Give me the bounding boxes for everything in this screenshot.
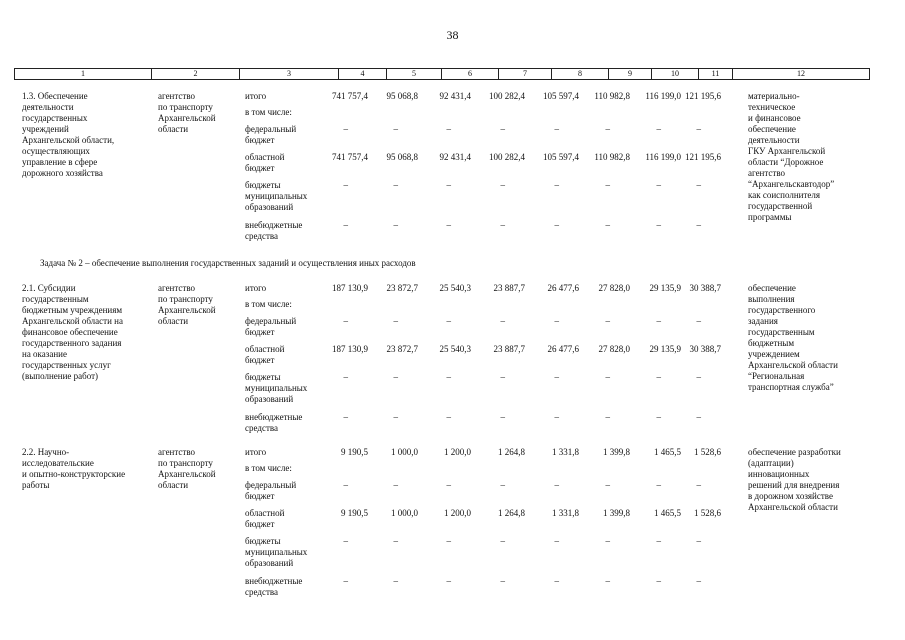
amount-value: 1 331,8 <box>552 508 579 518</box>
funding-source-line: средства <box>245 423 279 433</box>
funding-source-line: областной <box>245 508 285 518</box>
activity-name-line: на оказание <box>22 349 67 359</box>
empty-value: – <box>554 316 559 326</box>
empty-value: – <box>696 316 701 326</box>
amount-value: 110 982,8 <box>594 91 630 101</box>
empty-value: – <box>393 576 398 586</box>
result-line: деятельности <box>748 135 800 145</box>
amount-value: 1 200,0 <box>444 447 471 457</box>
page-number: 38 <box>446 28 459 42</box>
amount-value: 1 528,6 <box>694 447 721 457</box>
activity-name-line: 1.3. Обеспечение <box>22 91 88 101</box>
amount-value: 1 528,6 <box>694 508 721 518</box>
empty-value: – <box>446 576 451 586</box>
empty-value: – <box>656 316 661 326</box>
funding-source-line: муниципальных <box>245 191 308 201</box>
activity-name-line: (выполнение работ) <box>22 371 99 381</box>
result-line: транспортная служба” <box>748 382 834 392</box>
empty-value: – <box>656 180 661 190</box>
funding-source-line: бюджет <box>245 327 275 337</box>
empty-value: – <box>605 412 610 422</box>
empty-value: – <box>554 124 559 134</box>
activity-name-line: осуществляющих <box>22 146 90 156</box>
empty-value: – <box>696 124 701 134</box>
funding-source-line: муниципальных <box>245 547 308 557</box>
activity-name-line: дорожного хозяйства <box>22 168 103 178</box>
result-line: (адаптации) <box>748 458 794 468</box>
funding-source-line: бюджет <box>245 519 275 529</box>
funding-source-line: бюджет <box>245 355 275 365</box>
column-header-8: 8 <box>552 69 609 80</box>
column-header-7: 7 <box>499 69 552 80</box>
activity-name-line: управление в сфере <box>22 157 98 167</box>
empty-value: – <box>500 576 505 586</box>
amount-value: 95 068,8 <box>386 91 418 101</box>
result-line: Архангельской области <box>748 360 838 370</box>
amount-value: 1 264,8 <box>498 508 525 518</box>
empty-value: – <box>500 220 505 230</box>
activity-name-line: исследовательские <box>22 458 94 468</box>
amount-value: 23 872,7 <box>386 344 418 354</box>
funding-source-line: внебюджетные <box>245 576 303 586</box>
funding-source-line: средства <box>245 587 279 597</box>
empty-value: – <box>696 372 701 382</box>
agency-line: по транспорту <box>158 458 213 468</box>
empty-value: – <box>656 576 661 586</box>
empty-value: – <box>605 124 610 134</box>
empty-value: – <box>500 412 505 422</box>
column-header-9: 9 <box>609 69 652 80</box>
result-line: учреждением <box>748 349 800 359</box>
agency-line: Архангельской <box>158 469 216 479</box>
empty-value: – <box>343 124 348 134</box>
result-line: бюджетным <box>748 338 795 348</box>
amount-value: 110 982,8 <box>594 152 630 162</box>
empty-value: – <box>605 480 610 490</box>
empty-value: – <box>696 180 701 190</box>
column-header-2: 2 <box>152 69 240 80</box>
empty-value: – <box>554 220 559 230</box>
amount-value: 116 199,0 <box>645 91 681 101</box>
empty-value: – <box>554 180 559 190</box>
funding-source-line: бюджет <box>245 135 275 145</box>
result-line: государственного <box>748 305 816 315</box>
column-header-10: 10 <box>652 69 699 80</box>
amount-value: 1 399,8 <box>603 447 630 457</box>
funding-source-line: бюджет <box>245 491 275 501</box>
funding-source-line: средства <box>245 231 279 241</box>
empty-value: – <box>393 372 398 382</box>
agency-line: агентство <box>158 283 196 293</box>
activity-name-line: учреждений <box>22 124 69 134</box>
column-header-1: 1 <box>15 69 152 80</box>
activity-name-line: государственным <box>22 294 89 304</box>
amount-value: 105 597,4 <box>543 152 579 162</box>
amount-value: 741 757,4 <box>332 152 368 162</box>
empty-value: – <box>656 372 661 382</box>
empty-value: – <box>656 124 661 134</box>
result-line: программы <box>748 212 792 222</box>
result-line: ГКУ Архангельской <box>748 146 826 156</box>
result-line: как соисполнителя <box>748 190 821 200</box>
funding-source-line: итого <box>245 283 267 293</box>
activity-name-line: и опытно-конструкторские <box>22 469 126 479</box>
amount-value: 29 135,9 <box>649 283 681 293</box>
empty-value: – <box>554 412 559 422</box>
result-line: “Архангельскавтодор” <box>748 179 835 189</box>
agency-line: области <box>158 124 189 134</box>
column-header-3: 3 <box>240 69 339 80</box>
amount-value: 23 872,7 <box>386 283 418 293</box>
result-line: агентство <box>748 168 786 178</box>
activity-name-line: работы <box>22 480 50 490</box>
amount-value: 9 190,5 <box>341 508 368 518</box>
amount-value: 741 757,4 <box>332 91 368 101</box>
result-line: обеспечение разработки <box>748 447 841 457</box>
result-line: обеспечение <box>748 124 796 134</box>
empty-value: – <box>446 480 451 490</box>
empty-value: – <box>446 372 451 382</box>
amount-value: 1 264,8 <box>498 447 525 457</box>
amount-value: 92 431,4 <box>439 152 471 162</box>
empty-value: – <box>500 124 505 134</box>
result-line: обеспечение <box>748 283 796 293</box>
funding-source-line: муниципальных <box>245 383 308 393</box>
empty-value: – <box>393 124 398 134</box>
funding-source-line: в том числе: <box>245 299 292 309</box>
funding-source-line: образований <box>245 394 294 404</box>
amount-value: 1 000,0 <box>391 508 418 518</box>
column-header-row <box>14 68 870 80</box>
funding-source-line: итого <box>245 91 267 101</box>
amount-value: 121 195,6 <box>685 152 721 162</box>
column-header-5: 5 <box>387 69 442 80</box>
amount-value: 27 828,0 <box>598 344 630 354</box>
empty-value: – <box>393 180 398 190</box>
empty-value: – <box>343 180 348 190</box>
amount-value: 121 195,6 <box>685 91 721 101</box>
result-line: государственным <box>748 327 815 337</box>
empty-value: – <box>500 372 505 382</box>
empty-value: – <box>343 372 348 382</box>
funding-source-line: областной <box>245 152 285 162</box>
agency-line: области <box>158 480 189 490</box>
funding-source-line: образований <box>245 558 294 568</box>
funding-source-line: областной <box>245 344 285 354</box>
empty-value: – <box>554 480 559 490</box>
activity-name-line: финансовое обеспечение <box>22 327 118 337</box>
empty-value: – <box>696 220 701 230</box>
empty-value: – <box>605 316 610 326</box>
funding-source-line: внебюджетные <box>245 220 303 230</box>
amount-value: 23 887,7 <box>493 344 525 354</box>
empty-value: – <box>696 536 701 546</box>
funding-source-line: бюджеты <box>245 372 281 382</box>
funding-source-line: федеральный <box>245 124 297 134</box>
empty-value: – <box>343 576 348 586</box>
agency-line: области <box>158 316 189 326</box>
amount-value: 116 199,0 <box>645 152 681 162</box>
result-line: в дорожном хозяйстве <box>748 491 833 501</box>
funding-source-line: итого <box>245 447 267 457</box>
empty-value: – <box>393 316 398 326</box>
activity-name-line: 2.1. Субсидии <box>22 283 76 293</box>
funding-source-line: в том числе: <box>245 107 292 117</box>
empty-value: – <box>500 480 505 490</box>
amount-value: 187 130,9 <box>332 283 368 293</box>
activity-name-line: государственных услуг <box>22 360 111 370</box>
empty-value: – <box>446 124 451 134</box>
empty-value: – <box>393 220 398 230</box>
empty-value: – <box>656 220 661 230</box>
task-heading: Задача № 2 – обеспечение выполнения государственных заданий и осуществления иных расходов <box>40 258 416 268</box>
empty-value: – <box>500 180 505 190</box>
column-header-4: 4 <box>339 69 387 80</box>
result-line: Архангельской области <box>748 502 838 512</box>
agency-line: Архангельской <box>158 305 216 315</box>
amount-value: 1 331,8 <box>552 447 579 457</box>
amount-value: 1 399,8 <box>603 508 630 518</box>
amount-value: 26 477,6 <box>547 283 579 293</box>
empty-value: – <box>446 412 451 422</box>
empty-value: – <box>500 536 505 546</box>
funding-source-line: бюджеты <box>245 536 281 546</box>
amount-value: 92 431,4 <box>439 91 471 101</box>
result-line: задания <box>748 316 778 326</box>
agency-line: по транспорту <box>158 102 213 112</box>
funding-source-line: в том числе: <box>245 463 292 473</box>
result-line: и финансовое <box>748 113 801 123</box>
empty-value: – <box>554 372 559 382</box>
amount-value: 29 135,9 <box>649 344 681 354</box>
funding-source-line: федеральный <box>245 316 297 326</box>
activity-name-line: Архангельской области на <box>22 316 123 326</box>
amount-value: 25 540,3 <box>439 344 471 354</box>
empty-value: – <box>554 536 559 546</box>
amount-value: 1 000,0 <box>391 447 418 457</box>
column-header-11: 11 <box>699 69 733 80</box>
activity-name-line: государственного задания <box>22 338 122 348</box>
amount-value: 100 282,4 <box>489 152 525 162</box>
empty-value: – <box>393 480 398 490</box>
empty-value: – <box>554 576 559 586</box>
result-line: “Региональная <box>748 371 805 381</box>
empty-value: – <box>393 536 398 546</box>
amount-value: 1 465,5 <box>654 447 681 457</box>
activity-name-line: Архангельской области, <box>22 135 115 145</box>
empty-value: – <box>343 316 348 326</box>
agency-line: агентство <box>158 447 196 457</box>
activity-name-line: государственных <box>22 113 88 123</box>
funding-source-line: образований <box>245 202 294 212</box>
agency-line: Архангельской <box>158 113 216 123</box>
empty-value: – <box>696 480 701 490</box>
amount-value: 187 130,9 <box>332 344 368 354</box>
empty-value: – <box>656 536 661 546</box>
empty-value: – <box>605 372 610 382</box>
empty-value: – <box>500 316 505 326</box>
empty-value: – <box>343 412 348 422</box>
empty-value: – <box>656 412 661 422</box>
result-line: материально- <box>748 91 800 101</box>
activity-name-line: деятельности <box>22 102 74 112</box>
funding-source-line: бюджет <box>245 163 275 173</box>
empty-value: – <box>343 536 348 546</box>
amount-value: 9 190,5 <box>341 447 368 457</box>
column-header-12: 12 <box>733 69 870 80</box>
amount-value: 1 200,0 <box>444 508 471 518</box>
column-header-6: 6 <box>442 69 499 80</box>
activity-name-line: 2.2. Научно- <box>22 447 70 457</box>
amount-value: 95 068,8 <box>386 152 418 162</box>
activity-name-line: бюджетным учреждениям <box>22 305 123 315</box>
result-line: государственной <box>748 201 813 211</box>
result-line: решений для внедрения <box>748 480 840 490</box>
amount-value: 25 540,3 <box>439 283 471 293</box>
amount-value: 23 887,7 <box>493 283 525 293</box>
empty-value: – <box>446 220 451 230</box>
amount-value: 30 388,7 <box>689 283 721 293</box>
empty-value: – <box>696 576 701 586</box>
empty-value: – <box>605 220 610 230</box>
result-line: выполнения <box>748 294 795 304</box>
empty-value: – <box>343 480 348 490</box>
result-line: инновационных <box>748 469 810 479</box>
empty-value: – <box>605 536 610 546</box>
result-line: области “Дорожное <box>748 157 824 167</box>
empty-value: – <box>393 412 398 422</box>
funding-source-line: бюджеты <box>245 180 281 190</box>
empty-value: – <box>605 576 610 586</box>
empty-value: – <box>446 316 451 326</box>
amount-value: 30 388,7 <box>689 344 721 354</box>
result-line: техническое <box>748 102 796 112</box>
amount-value: 1 465,5 <box>654 508 681 518</box>
amount-value: 100 282,4 <box>489 91 525 101</box>
empty-value: – <box>446 536 451 546</box>
amount-value: 105 597,4 <box>543 91 579 101</box>
empty-value: – <box>343 220 348 230</box>
empty-value: – <box>696 412 701 422</box>
empty-value: – <box>446 180 451 190</box>
funding-source-line: внебюджетные <box>245 412 303 422</box>
amount-value: 26 477,6 <box>547 344 579 354</box>
agency-line: агентство <box>158 91 196 101</box>
empty-value: – <box>656 480 661 490</box>
funding-source-line: федеральный <box>245 480 297 490</box>
amount-value: 27 828,0 <box>598 283 630 293</box>
agency-line: по транспорту <box>158 294 213 304</box>
empty-value: – <box>605 180 610 190</box>
